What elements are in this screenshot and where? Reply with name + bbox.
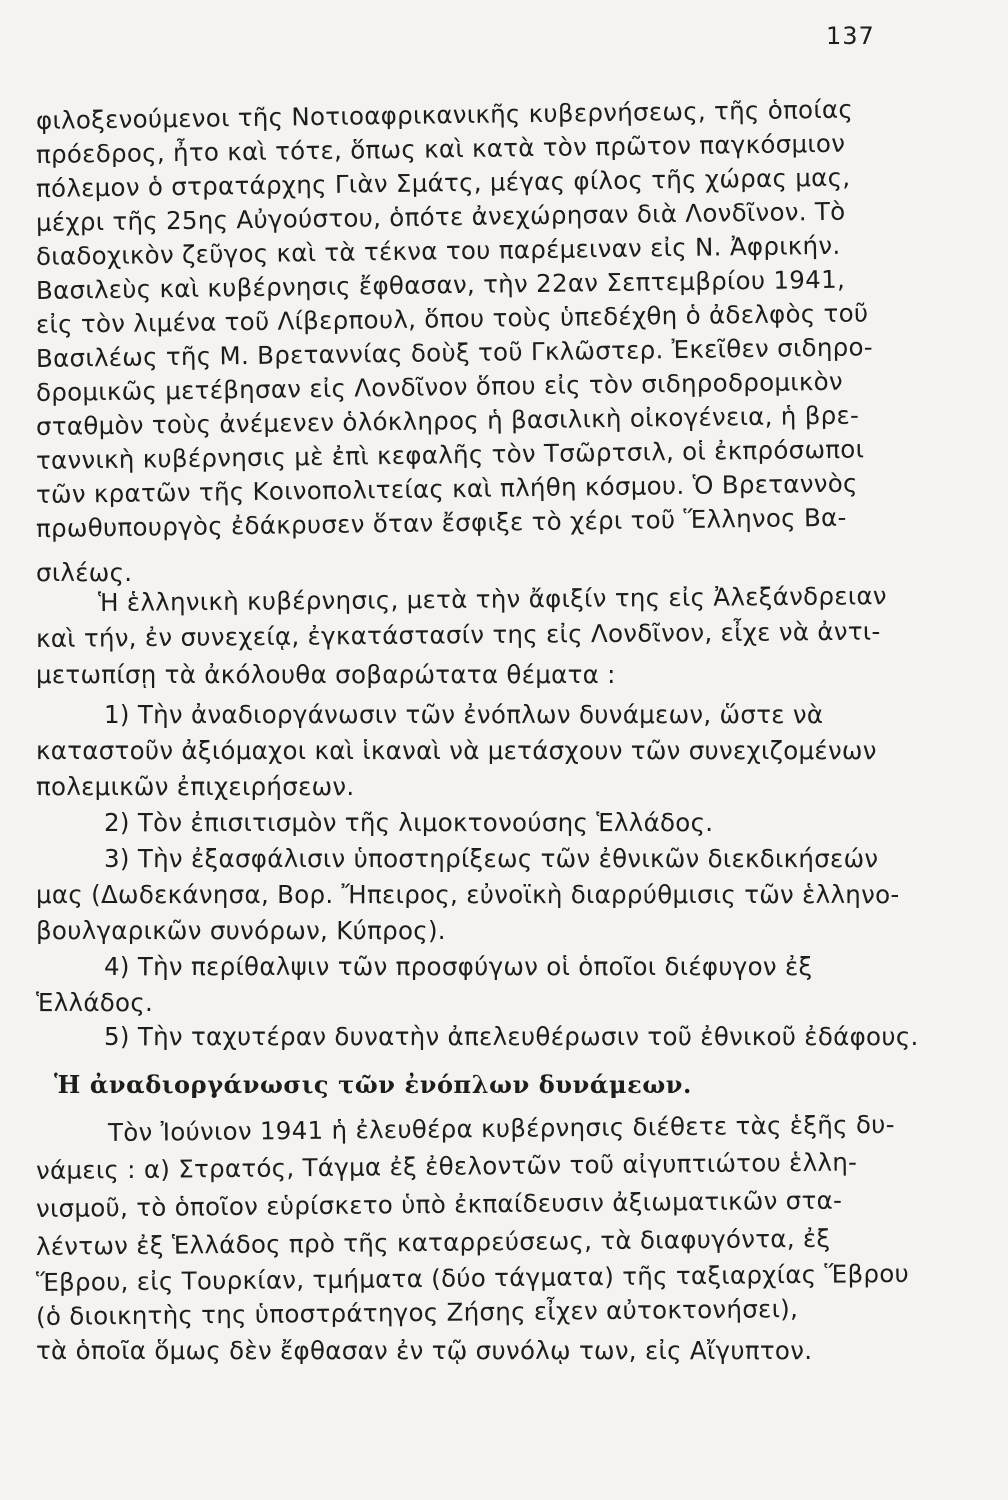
text-line: Βασιλεὺς καὶ κυβέρνησις ἔφθασαν, τὴν 22αν Σεπτεμβρίου 1941, bbox=[35, 264, 846, 305]
text-line: δρομικῶς μετέβησαν εἰς Λονδῖνον ὅπου εἰς τὸν σιδηροδρομικὸν bbox=[35, 366, 844, 407]
text-line: σταθμὸν τοὺς ἀνέμενεν ὁλόκληρος ἡ βασιλικὴ οἰκογένεια, ἡ βρε- bbox=[35, 400, 860, 441]
text-line: διαδοχικὸν ζεῦγος καὶ τὰ τέκνα του παρέμειναν εἰς Ν. Ἀφρικήν. bbox=[35, 230, 841, 271]
page-number: 137 bbox=[826, 22, 875, 50]
section-heading: Ἡ ἀναδιοργάνωσις τῶν ἐνόπλων δυνάμεων. bbox=[54, 1070, 692, 1099]
text-line: πολεμικῶν ἐπιχειρήσεων. bbox=[36, 772, 355, 801]
text-line: καταστοῦν ἀξιόμαχοι καὶ ἱκαναὶ νὰ μετάσχουν τῶν συνεχιζομένων bbox=[36, 736, 877, 765]
text-line: νάμεις : α) Στρατός, Τάγμα ἐξ ἐθελοντῶν τοῦ αἰγυπτιώτου ἑλλη- bbox=[35, 1147, 858, 1185]
text-line: λέντων ἐξ Ἑλλάδος πρὸ τῆς καταρρεύσεως, τὰ διαφυγόντα, ἐξ bbox=[35, 1223, 831, 1261]
text-line: Βασιλέως τῆς Μ. Βρεταννίας δοὺξ τοῦ Γκλῶστερ. Ἐκεῖθεν σιδηρο- bbox=[35, 332, 874, 373]
text-line: πόλεμον ὁ στρατάρχης Γιὰν Σμάτς, μέγας φίλος τῆς χώρας μας, bbox=[35, 162, 851, 203]
text-line: Ἕβρου, εἰς Τουρκίαν, τμήματα (δύο τάγματα) τῆς ταξιαρχίας Ἕβρου bbox=[35, 1258, 910, 1297]
text-line: νισμοῦ, τὸ ὁποῖον εὑρίσκετο ὑπὸ ἐκπαίδευσιν ἀξιωματικῶν στα- bbox=[35, 1185, 843, 1223]
text-line: πρόεδρος, ἦτο καὶ τότε, ὅπως καὶ κατὰ τὸν πρῶτον παγκόσμιον bbox=[35, 128, 846, 169]
text-line: σιλέως. bbox=[36, 558, 133, 587]
list-item: 3) Τὴν ἐξασφάλισιν ὑποστηρίξεως τῶν ἐθνικῶν διεκδικήσεών bbox=[104, 844, 879, 873]
list-item: 5) Τὴν ταχυτέραν δυνατὴν ἀπελευθέρωσιν τοῦ ἐθνικοῦ ἐδάφους. bbox=[104, 1022, 919, 1051]
text-line: βουλγαρικῶν συνόρων, Κύπρος). bbox=[36, 916, 446, 945]
list-item: 1) Τὴν ἀναδιοργάνωσιν τῶν ἐνόπλων δυνάμεων, ὥστε νὰ bbox=[104, 700, 824, 729]
text-line: Ἡ ἑλληνικὴ κυβέρνησις, μετὰ τὴν ἄφιξίν της εἰς Ἀλεξάνδρειαν bbox=[97, 581, 887, 617]
text-line: πρωθυπουργὸς ἐδάκρυσεν ὅταν ἔσφιξε τὸ χέρι τοῦ Ἕλληνος Βα- bbox=[35, 502, 847, 543]
text-line: ταννικὴ κυβέρνησις μὲ ἐπὶ κεφαλῆς τὸν Τσῶρτσιλ, οἱ ἐκπρόσωποι bbox=[35, 434, 865, 475]
text-line: Ἑλλάδος. bbox=[36, 988, 154, 1017]
text-line: τῶν κρατῶν τῆς Κοινοπολιτείας καὶ πλήθη κόσμου. Ὁ Βρεταννὸς bbox=[35, 468, 858, 509]
text-line: τὰ ὁποῖα ὅμως δὲν ἔφθασαν ἐν τῷ συνόλῳ των, εἰς Αἴγυπτον. bbox=[36, 1336, 813, 1365]
text-line: (ὁ διοικητὴς της ὑποστράτηγος Ζήσης εἶχεν αὐτοκτονήσει), bbox=[35, 1294, 799, 1331]
list-item: 2) Τὸν ἐπισιτισμὸν τῆς λιμοκτονούσης Ἑλλάδος. bbox=[104, 808, 714, 837]
text-line: μέχρι τῆς 25ης Αὐγούστου, ὁπότε ἀνεχώρησαν διὰ Λονδῖνον. Τὸ bbox=[35, 196, 846, 237]
text-line: καὶ τήν, ἐν συνεχείᾳ, ἐγκατάστασίν της εἰς Λονδῖνον, εἶχε νὰ ἀντι- bbox=[35, 616, 881, 653]
text-line: μας (Δωδεκάνησα, Βορ. Ἤπειρος, εὐνοϊκὴ διαρρύθμισις τῶν ἑλληνο- bbox=[36, 880, 900, 909]
text-line: Τὸν Ἰούνιον 1941 ἡ ἐλευθέρα κυβέρνησις διέθετε τὰς ἑξῆς δυ- bbox=[107, 1109, 895, 1147]
list-item: 4) Τὴν περίθαλψιν τῶν προσφύγων οἱ ὁποῖοι διέφυγον ἐξ bbox=[104, 952, 813, 981]
text-line: εἰς τὸν λιμένα τοῦ Λίβερπουλ, ὅπου τοὺς ὑπεδέχθη ὁ ἀδελφὸς τοῦ bbox=[35, 298, 869, 339]
text-line: φιλοξενούμενοι τῆς Νοτιοαφρικανικῆς κυβερνήσεως, τῆς ὁποίας bbox=[35, 94, 854, 135]
text-line: μετωπίσῃ τὰ ἀκόλουθα σοβαρώτατα θέματα : bbox=[36, 660, 616, 689]
